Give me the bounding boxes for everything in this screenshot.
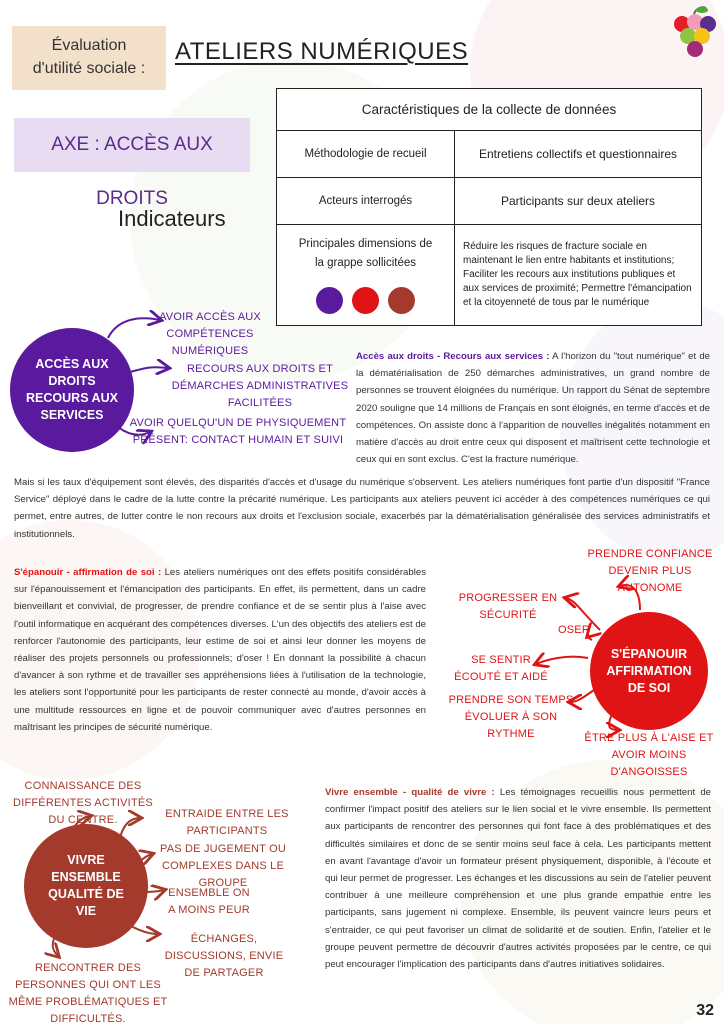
- vivre-label: ENSEMBLE ON A MOINS PEUR: [168, 887, 250, 916]
- purple-dot-icon: [316, 287, 343, 314]
- evaluation-tag: [12, 26, 166, 90]
- acces-text-full: Mais si les taux d'équipement sont élevés, des disparités d'accès et d'usage du numérique s'observent. Les ateliers numériques font partie d'un dispositif "France Service" déployé dans le cadre de la lutte contre la précarité numérique. Les participants aux ateliers peuvent ici accéder à des compétences numériques ce qui permet, entre autres, de lutter contre le non recours aux droits et l'exclusion sociale, exacerbés par la dématérialisation généralisée des services administratifs et institutionnels.: [14, 477, 710, 540]
- tag-line: d'utilité sociale :: [32, 60, 146, 77]
- table-row: [277, 225, 702, 326]
- epanouir-text: [14, 564, 426, 736]
- table-cell-label: Acteurs interrogés: [277, 178, 455, 225]
- axe-banner: AXE : ACCÈS AUX DROITS: [14, 118, 250, 172]
- epanouir-circle-label: S'ÉPANOUIR AFFIRMATION DE SOI: [606, 646, 692, 695]
- tag-line: Évaluation: [51, 37, 127, 54]
- table-cell-value: Entretiens collectifs et questionnaires: [455, 131, 702, 178]
- page-title: ATELIERS NUMÉRIQUES: [175, 38, 469, 65]
- acces-circle: [10, 328, 134, 452]
- epanouir-label: PRENDRE SON TEMPS ÉVOLUER À SON RYTHME: [448, 694, 574, 740]
- epanouir-label: PRENDRE CONFIANCE DEVENIR PLUS AUTONOME: [587, 548, 713, 594]
- epanouir-lead: S'épanouir - affirmation de soi :: [14, 567, 162, 578]
- acces-body: A l'horizon du "tout numérique" et de la dématérialisation de 250 démarches administratives, un grand nombre de personnes se trouvent éloignées du numérique. Un rapport du Sénat de septembre 2020 souligne que 14 millions de Français en sont éloignés, en terme d'accès et de compétences. On assiste donc à l'apparition de nouvelles inégalités notamment en matière d'accès au droit entre ceux qui disposent et maîtrisent cette technologie et ceux qui en sont exclus. C'est la fracture numérique.: [356, 351, 710, 466]
- table-row: [277, 131, 702, 178]
- table-cell-label: Méthodologie de recueil: [277, 131, 455, 178]
- vivre-lead: Vivre ensemble - qualité de vivre :: [325, 787, 495, 798]
- acces-text: [356, 348, 710, 468]
- dimension-dots: [281, 287, 450, 321]
- collecte-table: [276, 88, 702, 326]
- brown-dot-icon: [388, 287, 415, 314]
- arrow: [130, 367, 168, 372]
- vivre-label: ENTRAIDE ENTRE LES PARTICIPANTS: [165, 808, 289, 837]
- table-cell-label-dims: [277, 225, 455, 326]
- table-cell-value: Participants sur deux ateliers: [455, 178, 702, 225]
- acces-label: AVOIR ACCÈS AUX COMPÉTENCES NUMÉRIQUES: [159, 311, 261, 357]
- table-row: [277, 178, 702, 225]
- acces-label: RECOURS AUX DROITS ET DÉMARCHES ADMINISTRATIVES FACILITÉES: [171, 363, 349, 409]
- epanouir-label: PROGRESSER EN SÉCURITÉ: [458, 592, 558, 621]
- epanouir-label: OSER: [558, 624, 590, 636]
- page-number: 32: [696, 1002, 714, 1019]
- indicateurs-heading: Indicateurs: [118, 206, 226, 231]
- vivre-text: [325, 784, 711, 973]
- table-cell-value: Réduire les risques de fracture sociale en maintenant le lien entre habitants et institutions; Faciliter les recours aux institutions publiques et aux services de proximité; Permettre l'émancipation et la citoyenneté de tous par le numérique: [455, 225, 702, 326]
- epanouir-label: ÊTRE PLUS À L'AISE ET AVOIR MOINS D'ANGOISSES: [584, 732, 714, 778]
- acces-label: AVOIR QUELQU'UN DE PHYSIQUEMENT PRÉSENT: CONTACT HUMAIN ET SUIVI: [129, 417, 347, 446]
- acces-circle-label: ACCÈS AUX DROITS RECOURS AUX SERVICES: [26, 357, 118, 422]
- acces-lead: Accès aux droits - Recours aux services :: [356, 351, 550, 362]
- vivre-label: RENCONTRER DES PERSONNES QUI ONT LES MÊME PROBLÉMATIQUES ET DIFFICULTÉS.: [8, 962, 168, 1024]
- epanouir-label: SE SENTIR ÉCOUTÉ ET AIDÉ: [454, 654, 548, 683]
- grape-logo: [668, 4, 720, 62]
- vivre-circle: [24, 824, 148, 948]
- table-cell-label: Principales dimensions de la grappe sollicitées: [298, 238, 433, 269]
- epanouir-body: Les ateliers numériques ont des effets positifs considérables sur l'épanouissement et l'émancipation des participants. En effet, ils permettent, dans un cadre bienveillant et convivial, de progresser, de prendre confiance et de se sentir plus à l'aise avec l'outil informatique en acquérant des compétences diverses. L'un des objectifs des ateliers est de renforcer l'autonomie des participants, leur estime de soi et ainsi leur donner les moyens de réaliser des projets personnels ou professionnels; d'oser ! En donnant la possibilité à chacun d'avancer à son rythme et de travailler ses appréhensions liées à l'utilisation de la technologie, les ateliers sont l'opportunité pour les participants de rester connecté au monde, d'avoir accès à une multitude ressources en ligne et de pouvoir communiquer avec d'autres personnes en maîtrisant les principes de sécurité numérique.: [14, 567, 426, 733]
- vivre-label: PAS DE JUGEMENT OU COMPLEXES DANS LE GROUPE: [159, 843, 287, 889]
- epanouir-circle: [590, 612, 708, 730]
- vivre-body: Les témoignages recueillis nous permettent de confirmer l'impact positif des ateliers sur le lien social et le vivre ensemble. Ils permettent aux participants de rencontrer des personnes qui font face à des problématiques et des difficultés similaires et donc de se sentir moins seul face à cela. Les participants mettent en avant l'avantage d'avoir un formateur présent physiquement, disponible, à l'écoute et qui leur permet de progresser. Les échanges et les discussions au sein de l'atelier peuvent contribuer à une meilleure compréhension et une plus grande empathie entre les participants, sans jugement ni complexe. Ensemble, ils peuvent vaincre leurs peurs et s'entraider, ce qui peut favoriser un climat de solidarité et de soutien. Enfin, l'atelier et le groupe peuvent permettre de découvrir d'autres activités proposées par le centre, ce qui peut encourager l'implication des participants dans d'autres initiatives solidaires.: [325, 787, 712, 971]
- vivre-label: ÉCHANGES, DISCUSSIONS, ENVIE DE PARTAGER: [164, 933, 284, 979]
- vivre-circle-label: VIVRE ENSEMBLE QUALITÉ DE VIE: [48, 853, 124, 918]
- red-dot-icon: [352, 287, 379, 314]
- vivre-label: CONNAISSANCE DES DIFFÉRENTES ACTIVITÉS DU CENTRE.: [13, 780, 153, 826]
- table-heading: Caractéristiques de la collecte de données: [277, 89, 702, 131]
